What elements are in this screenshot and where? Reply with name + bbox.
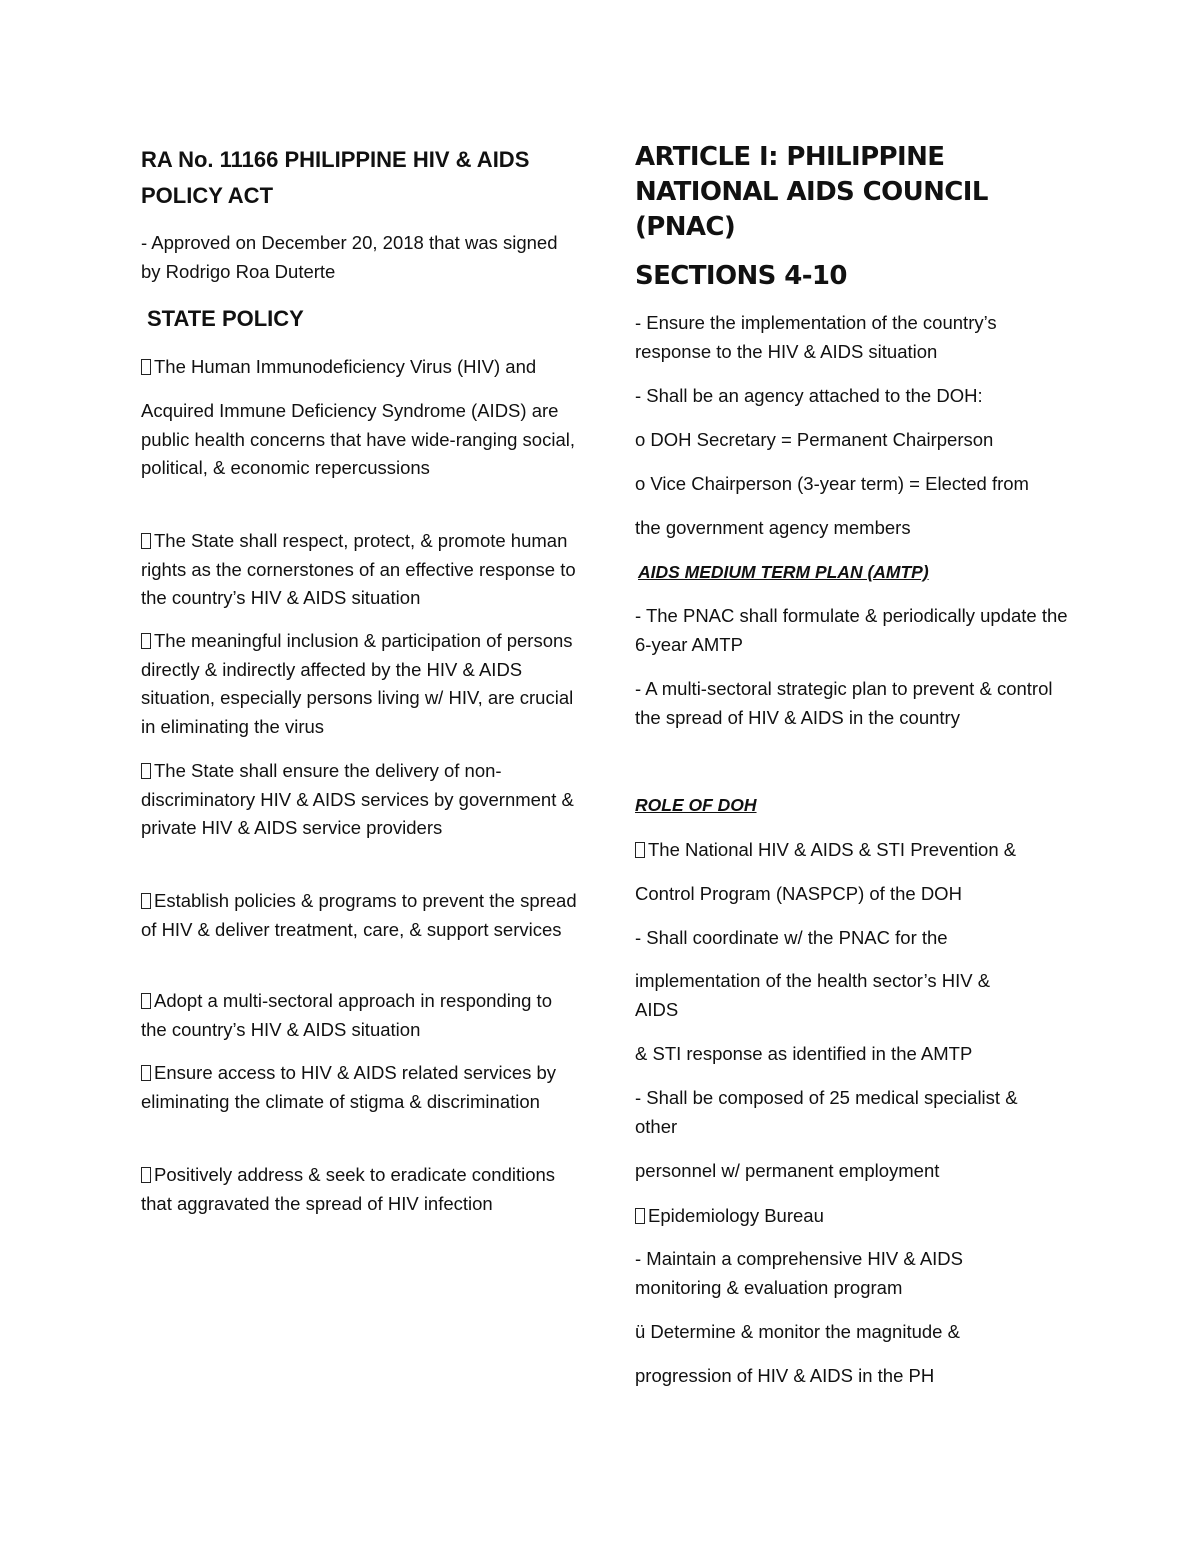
bullet-icon (635, 1208, 645, 1224)
bullet-icon (141, 533, 151, 549)
document-title: RA No. 11166 PHILIPPINE HIV & AIDS POLICY ACT (141, 147, 530, 208)
doh-text: - Maintain a comprehensive HIV & AIDS monitoring & evaluation program (635, 1248, 964, 1298)
pnac-text: the government agency members (635, 517, 911, 538)
pnac-text: - Ensure the implementation of the country’s response to the HIV & AIDS situation (635, 312, 997, 362)
doh-text: & STI response as identified in the AMTP (635, 1043, 973, 1064)
policy-item: The Human Immunodeficiency Virus (HIV) and (141, 353, 581, 382)
doh-text: Control Program (NASPCP) of the DOH (635, 883, 962, 904)
approval-note: - Approved on December 20, 2018 that was signed by Rodrigo Roa Duterte (141, 232, 558, 282)
bullet-icon (141, 893, 151, 909)
bullet-icon (141, 1167, 151, 1183)
role-of-doh-heading: ROLE OF DOH (635, 795, 757, 815)
doh-item: The National HIV & AIDS & STI Prevention & (635, 836, 1075, 865)
policy-item: The State shall respect, protect, & promote human rights as the cornerstones of an effective response to the country’s HIV & AIDS situation (141, 530, 576, 608)
policy-item: Adopt a multi-sectoral approach in responding to the country’s HIV & AIDS situation (141, 990, 552, 1040)
amtp-heading: AIDS MEDIUM TERM PLAN (AMTP) (638, 562, 929, 582)
policy-item: The meaningful inclusion & participation of persons directly & indirectly affected by the HIV & AIDS situation, especially persons living w/ HIV, are crucial in eliminating the virus (141, 630, 574, 737)
bullet-icon (141, 763, 151, 779)
policy-item: Ensure access to HIV & AIDS related services by eliminating the climate of stigma & discrimination (141, 1062, 557, 1112)
doh-item: Epidemiology Bureau (635, 1202, 1075, 1231)
pnac-text: o Vice Chairperson (3-year term) = Elected from (635, 473, 1029, 494)
pnac-text: o DOH Secretary = Permanent Chairperson (635, 429, 994, 450)
bullet-icon (141, 633, 151, 649)
bullet-icon (141, 1065, 151, 1081)
sections-heading: SECTIONS 4-10 (635, 261, 847, 291)
bullet-icon (635, 842, 645, 858)
doh-text: - Shall be composed of 25 medical specialist & other (635, 1087, 1018, 1137)
doh-text: - Shall coordinate w/ the PNAC for the (635, 927, 948, 948)
policy-item-continued: Acquired Immune Deficiency Syndrome (AIDS) are public health concerns that have wide-ranging social, political, & economic repercussions (141, 400, 575, 478)
amtp-text: - A multi-sectoral strategic plan to prevent & control the spread of HIV & AIDS in the country (635, 678, 1053, 728)
amtp-text: - The PNAC shall formulate & periodically update the 6-year AMTP (635, 605, 1068, 655)
doh-text: progression of HIV & AIDS in the PH (635, 1365, 935, 1386)
article-heading: ARTICLE I: PHILIPPINE NATIONAL AIDS COUNCIL (PNAC) (635, 142, 988, 242)
state-policy-heading: STATE POLICY (147, 306, 304, 331)
bullet-icon (141, 359, 151, 375)
doh-text: ü Determine & monitor the magnitude & (635, 1321, 960, 1342)
policy-item: Establish policies & programs to prevent the spread of HIV & deliver treatment, care, & support services (141, 890, 577, 940)
pnac-text: - Shall be an agency attached to the DOH: (635, 385, 983, 406)
policy-item: Positively address & seek to eradicate conditions that aggravated the spread of HIV infection (141, 1164, 556, 1214)
doh-text: implementation of the health sector’s HIV & AIDS (635, 970, 991, 1020)
doh-text: personnel w/ permanent employment (635, 1160, 940, 1181)
bullet-icon (141, 993, 151, 1009)
policy-item: The State shall ensure the delivery of non-discriminatory HIV & AIDS services by government & private HIV & AIDS service providers (141, 760, 574, 838)
